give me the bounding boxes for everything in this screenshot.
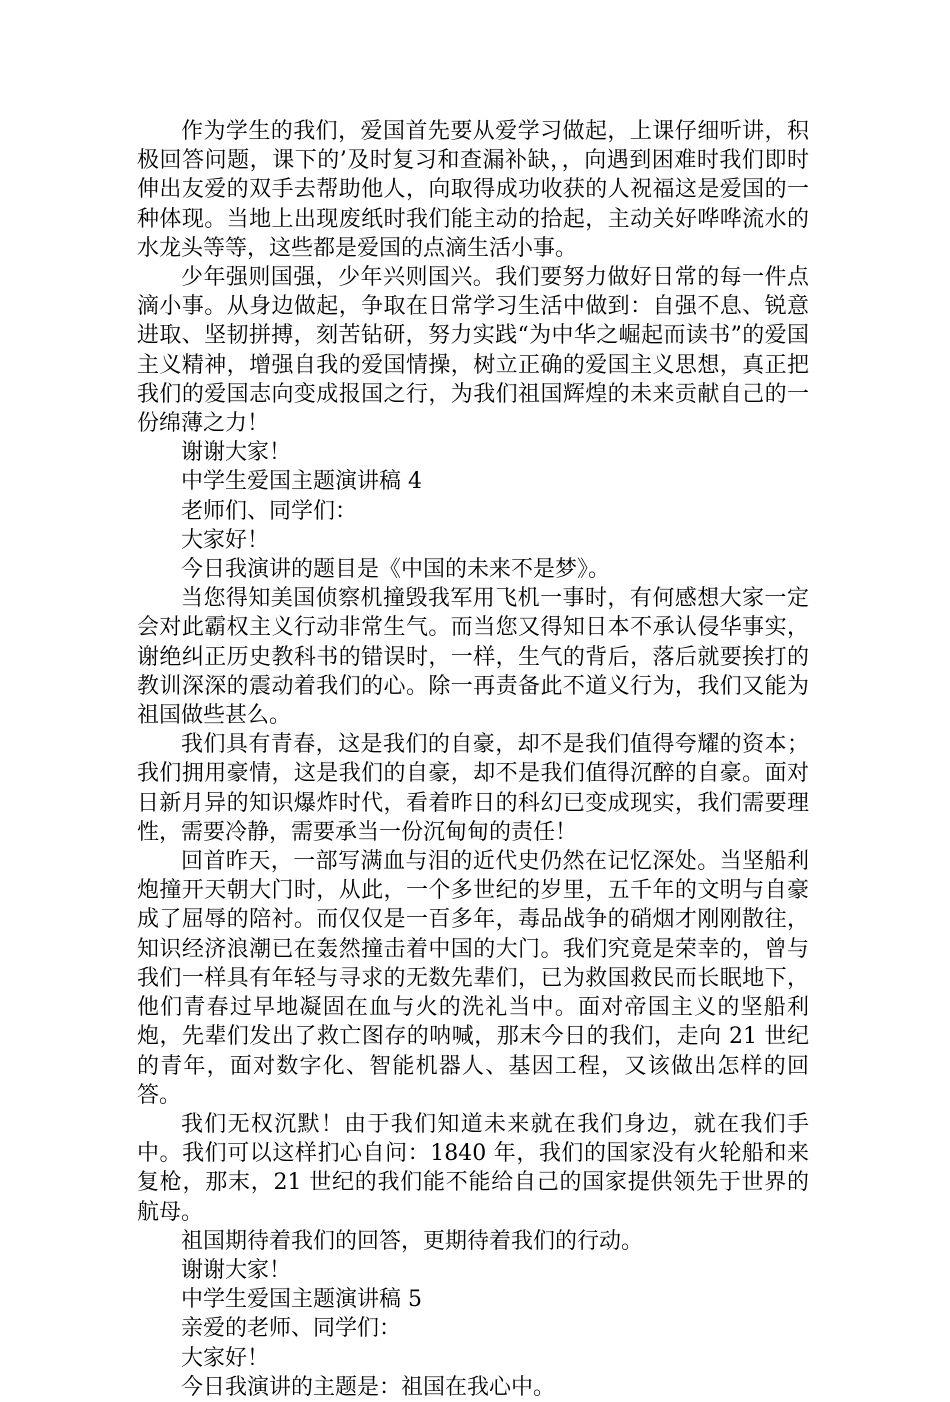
paragraph: 当您得知美国侦察机撞毁我军用飞机一事时，有何感想大家一定会对此霸权主义行动非常生气。而当您又得知日本不承认侵华事实，谢绝纠正历史教科书的错误时，一样，生气的背后，落后就要挨打的教训深深的震动着我们的心。除一再责备此不道义行为，我们又能为祖国做些甚么。 (137, 586, 809, 729)
paragraph: 我们无权沉默！由于我们知道未来就在我们身边，就在我们手中。我们可以这样扪心自问：1840 年，我们的国家没有火轮船和来复枪，那末，21 世纪的我们能不能给自己的国家提供领先于世界的航母。 (137, 1111, 809, 1225)
greeting: 大家好！ (181, 1345, 270, 1371)
salutation: 亲爱的老师、同学们： (181, 1316, 402, 1342)
closing-line: 谢谢大家！ (181, 1257, 292, 1283)
paragraph: 今日我演讲的题目是《中国的未来不是梦》。 (181, 557, 611, 583)
section-heading: 中学生爱国主题演讲稿 5 (181, 1287, 422, 1313)
section-heading: 中学生爱国主题演讲稿 4 (181, 469, 422, 495)
paragraph: 回首昨天，一部写满血与泪的近代史仍然在记忆深处。当坚船利炮撞开天朝大门时，从此，一个多世纪的岁里，五千年的文明与自豪成了屈辱的陪衬。而仅仅是一百多年，毒品战争的硝烟才刚刚散往，知识经济浪潮已在轰然撞击着中国的大门。我们究竟是荣幸的，曾与我们一样具有年轻与寻求的无数先辈们，已为救国救民而长眠地下，他们青春过早地凝固在血与火的洗礼当中。面对帝国主义的坚船利炮，先辈们发出了救亡图存的呐喊，那末今日的我们，走向 21 世纪的青年，面对数字化、智能机器人、基因工程，又该做出怎样的回答。 (137, 849, 809, 1108)
paragraph: 作为学生的我们，爱国首先要从爱学习做起，上课仔细听讲，积极回答问题，课下的’及时复习和查漏补缺，，向遇到困难时我们即时伸出友爱的双手去帮助他人，向取得成功收获的人祝福这是爱国的一种体现。当地上出现废纸时我们能主动的拾起，主动关好哗哗流水的水龙头等等，这些都是爱国的点滴生活小事。 (137, 119, 809, 261)
closing-line: 谢谢大家！ (181, 440, 292, 466)
paragraph: 少年强则国强，少年兴则国兴。我们要努力做好日常的每一件点滴小事。从身边做起，争取在日常学习生活中做到：自强不息、锐意进取、坚韧拼搏，刻苦钻研，努力实践“为中华之崛起而读书”的爱国主义精神，增强自我的爱国情操，树立正确的爱国主义思想，真正把我们的爱国志向变成报国之行，为我们祖国辉煌的未来贡献自己的一份绵薄之力！ (137, 265, 809, 437)
salutation: 老师们、同学们： (181, 498, 358, 524)
document-body (137, 117, 809, 1402)
paragraph: 今日我演讲的主题是：祖国在我心中。 (181, 1374, 556, 1400)
greeting: 大家好！ (181, 527, 270, 553)
paragraph: 祖国期待着我们的回答，更期待着我们的行动。 (181, 1228, 644, 1254)
paragraph: 我们具有青春，这是我们的自豪，却不是我们值得夸耀的资本；我们拥用豪情，这是我们的自豪，却不是我们值得沉醉的自豪。面对日新月异的知识爆炸时代，看着昨日的科幻已变成现实，我们需要理性，需要冷静，需要承当一份沉甸甸的责任！ (137, 732, 809, 845)
